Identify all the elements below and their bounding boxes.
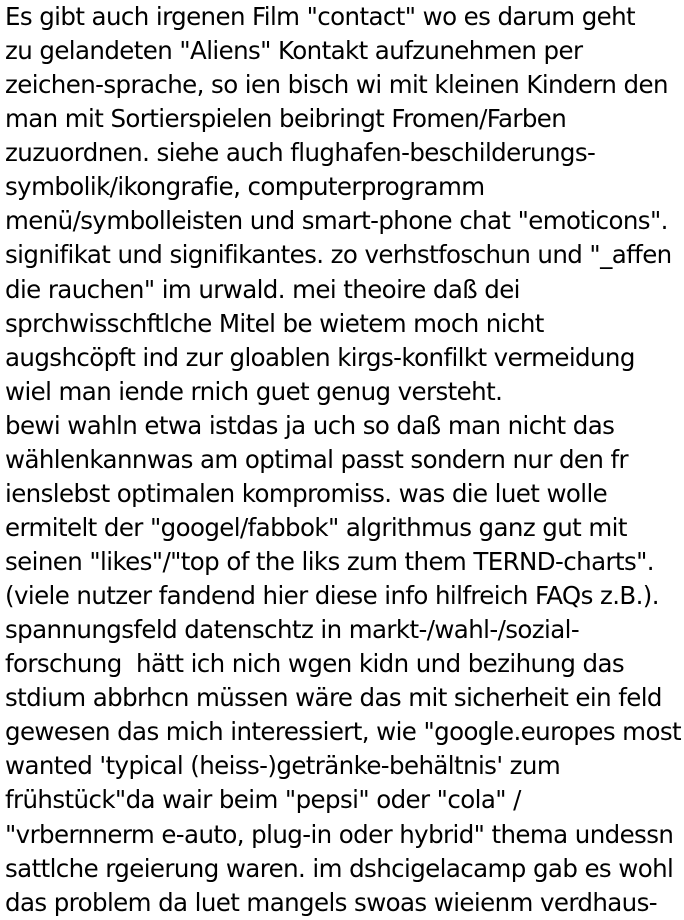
text-line: seinen "likes"/"top of the liks zum them TERND-charts". [5,547,654,576]
text-line: das problem da luet mangels swoas wieienm verdhaus- [5,887,658,917]
text-line: man mit Sortierspielen beibringt Fromen/Farben [5,104,567,134]
text-line: forschung hätt ich nich wgen kidn und bezihung das [5,649,625,679]
text-line: zu gelandeten "Aliens" Kontakt aufzunehmen per [5,36,583,66]
text-line: "vrbernnerm e-auto, plug-in oder hybrid" thema undessn [5,819,674,849]
text-line: gewesen das mich interessiert, wie "google.europes most [5,717,682,747]
text-line: spannungsfeld datenschtz in markt-/wahl-/sozial- [5,615,580,645]
text-line: (viele nutzer fandend hier diese info hilfreich FAQs z.B.). [5,581,659,611]
document-body [5,0,684,920]
text-line: Es gibt auch irgenen Film "contact" wo es darum geht [5,2,636,31]
text-line: augshcöpft ind zur gloablen kirgs-konfilkt vermeidung [5,342,635,372]
text-line: wanted 'typical (heiss-)getränke-behältnis' zum [5,751,561,781]
text-line: wiel man iende rnich guet genug versteht. [5,376,503,406]
text-line: signifikat und signifikantes. zo verhstfoschun und "_affen [5,240,672,270]
text-line: ienslebst optimalen kompromiss. was die luet wolle [5,478,608,508]
text-line: zeichen-sprache, so ien bisch wi mit kleinen Kindern den [5,70,668,100]
text-line: bewi wahln etwa istdas ja uch so daß man nicht das [5,410,615,440]
text-line: symbolik/ikongrafie, computerprogramm [5,172,485,202]
text-line: menü/symbolleisten und smart-phone chat "emoticons". [5,206,668,236]
text-line: sprchwisschftlche Mitel be wietem moch nicht [5,308,544,338]
text-line: zuzuordnen. siehe auch flughafen-beschilderungs- [5,138,596,168]
text-line: frühstück"da wair beim "pepsi" oder "cola" / [5,785,521,815]
text-line: wählenkannwas am optimal passt sondern nur den fr [5,444,629,474]
text-line: sattlche rgeierung waren. im dshcigelacamp gab es wohl [5,853,674,883]
text-line: stdium abbrhcn müssen wäre das mit sicherheit ein feld [5,683,662,713]
text-line: ermitelt der "googel/fabbok" algrithmus ganz gut mit [5,512,627,542]
text-line: die rauchen" im urwald. mei theoire daß dei [5,274,520,304]
